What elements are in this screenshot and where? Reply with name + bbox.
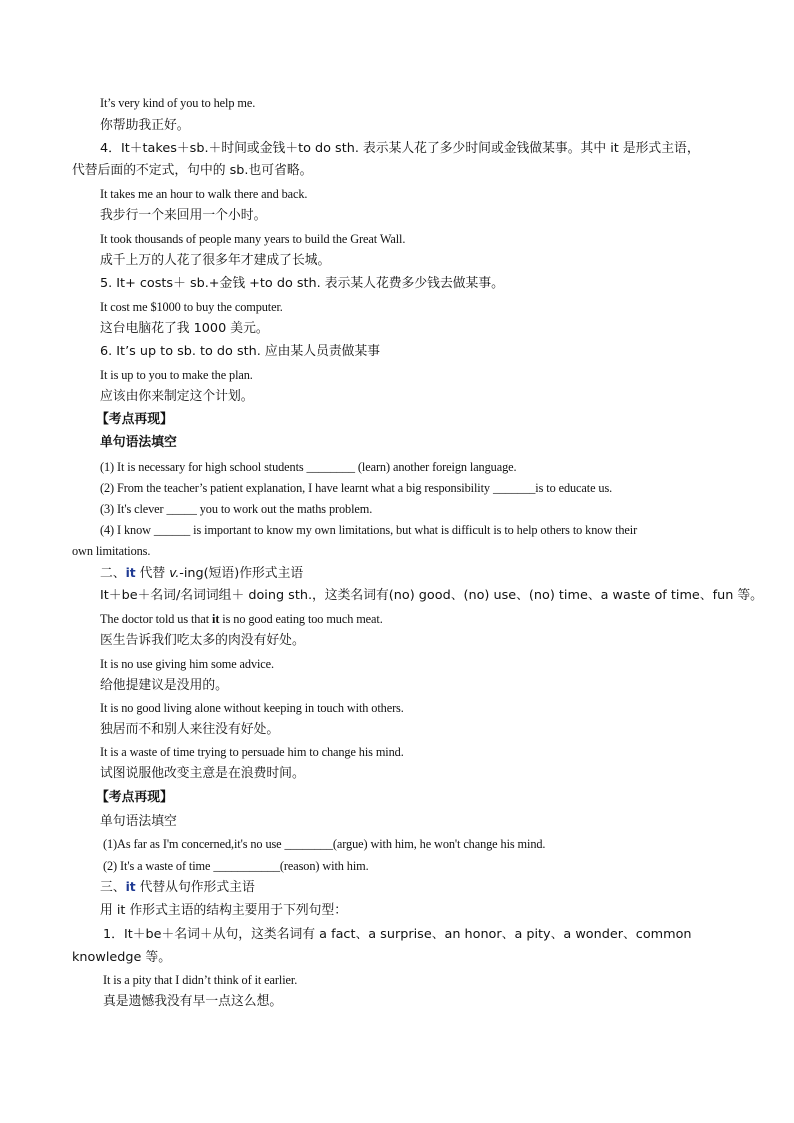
rule-1-line2: knowledge 等。 xyxy=(72,950,172,965)
translation: 这台电脑花了我 1000 美元。 xyxy=(100,321,269,336)
translation: 独居而不和别人来往没有好处。 xyxy=(100,722,280,737)
heading-text: 代替从句作形式主语 xyxy=(135,880,255,895)
structure-rule: It＋be＋名词/名词词组＋ doing sth.，这类名词有(no) good、(no) use、(no) time、a waste of time、fun 等。 xyxy=(100,588,763,603)
example-sentence: It is a pity that I didn’t think of it earlier. xyxy=(103,973,298,987)
exercise-heading: 单句语法填空 xyxy=(100,435,177,450)
text: The doctor told us that xyxy=(100,612,213,626)
translation: 真是遗憾我没有早一点这么想。 xyxy=(103,994,283,1009)
section-heading-review: 【考点再现】 xyxy=(96,412,173,427)
exercise-item: (4) I know ______ is important to know my own limitations, but what is difficult is to help others to know their xyxy=(100,523,638,537)
example-sentence xyxy=(100,611,383,627)
intro-text: 用 it 作形式主语的结构主要用于下列句型： xyxy=(100,903,348,918)
translation: 医生告诉我们吃太多的肉没有好处。 xyxy=(100,633,305,648)
exercise-item: (1) It is necessary for high school students ________ (learn) another foreign language. xyxy=(100,460,517,474)
keyword-v: v. xyxy=(169,566,180,580)
exercise-heading: 单句语法填空 xyxy=(100,814,177,829)
example-sentence: It cost me $1000 to buy the computer. xyxy=(100,300,283,314)
keyword-it: it xyxy=(212,612,220,626)
exercise-item: (3) It's clever _____ you to work out the maths problem. xyxy=(100,502,373,516)
heading-text: 代替 xyxy=(135,566,170,581)
exercise-item-continued: own limitations. xyxy=(72,544,151,558)
example-sentence: It is a waste of time trying to persuade him to change his mind. xyxy=(100,745,404,759)
rule-6: 6. It’s up to sb. to do sth. 应由某人员责做某事 xyxy=(100,344,381,359)
translation: 给他提建议是没用的。 xyxy=(100,678,228,693)
example-sentence: It is up to you to make the plan. xyxy=(100,368,253,382)
example-sentence: It’s very kind of you to help me. xyxy=(100,96,256,110)
rule-5: 5. It+ costs＋ sb.+金钱 +to do sth. 表示某人花费多少钱去做某事。 xyxy=(100,276,504,291)
example-sentence: It took thousands of people many years to build the Great Wall. xyxy=(100,232,406,246)
example-sentence: It is no use giving him some advice. xyxy=(100,657,274,671)
section-number: 三、 xyxy=(100,880,126,895)
translation: 应该由你来制定这个计划。 xyxy=(100,389,254,404)
section-heading-3 xyxy=(100,879,255,896)
text: is no good eating too much meat. xyxy=(219,612,383,626)
keyword-it: it xyxy=(125,880,136,894)
exercise-item: (2) It's a waste of time ___________(reason) with him. xyxy=(103,859,369,873)
heading-text: -ing(短语)作形式主语 xyxy=(179,566,304,581)
exercise-item: (1)As far as I'm concerned,it's no use ________(argue) with him, he won't change his mind. xyxy=(103,837,546,851)
section-heading-review: 【考点再现】 xyxy=(96,790,173,805)
keyword-it: it xyxy=(125,566,136,580)
exercise-item: (2) From the teacher’s patient explanation, I have learnt what a big responsibility _______is to educate us. xyxy=(100,481,613,495)
example-sentence: It is no good living alone without keeping in touch with others. xyxy=(100,701,404,715)
translation: 试图说服他改变主意是在浪费时间。 xyxy=(100,766,305,781)
section-number: 二、 xyxy=(100,566,126,581)
translation: 我步行一个来回用一个小时。 xyxy=(100,208,267,223)
rule-4-line2: 代替后面的不定式，句中的 sb.也可省略。 xyxy=(72,163,313,178)
rule-4-line1: 4．It＋takes＋sb.＋时间或金钱＋to do sth. 表示某人花了多少时间或金钱做某事。其中 it 是形式主语， xyxy=(100,141,700,156)
example-sentence: It takes me an hour to walk there and back. xyxy=(100,187,308,201)
rule-1-line1: 1．It＋be＋名词＋从句，这类名词有 a fact、a surprise、an honor、a pity、a wonder、common xyxy=(103,927,692,942)
section-heading-2 xyxy=(100,565,303,582)
translation: 成千上万的人花了很多年才建成了长城。 xyxy=(100,253,331,268)
translation: 你帮助我正好。 xyxy=(100,118,190,133)
